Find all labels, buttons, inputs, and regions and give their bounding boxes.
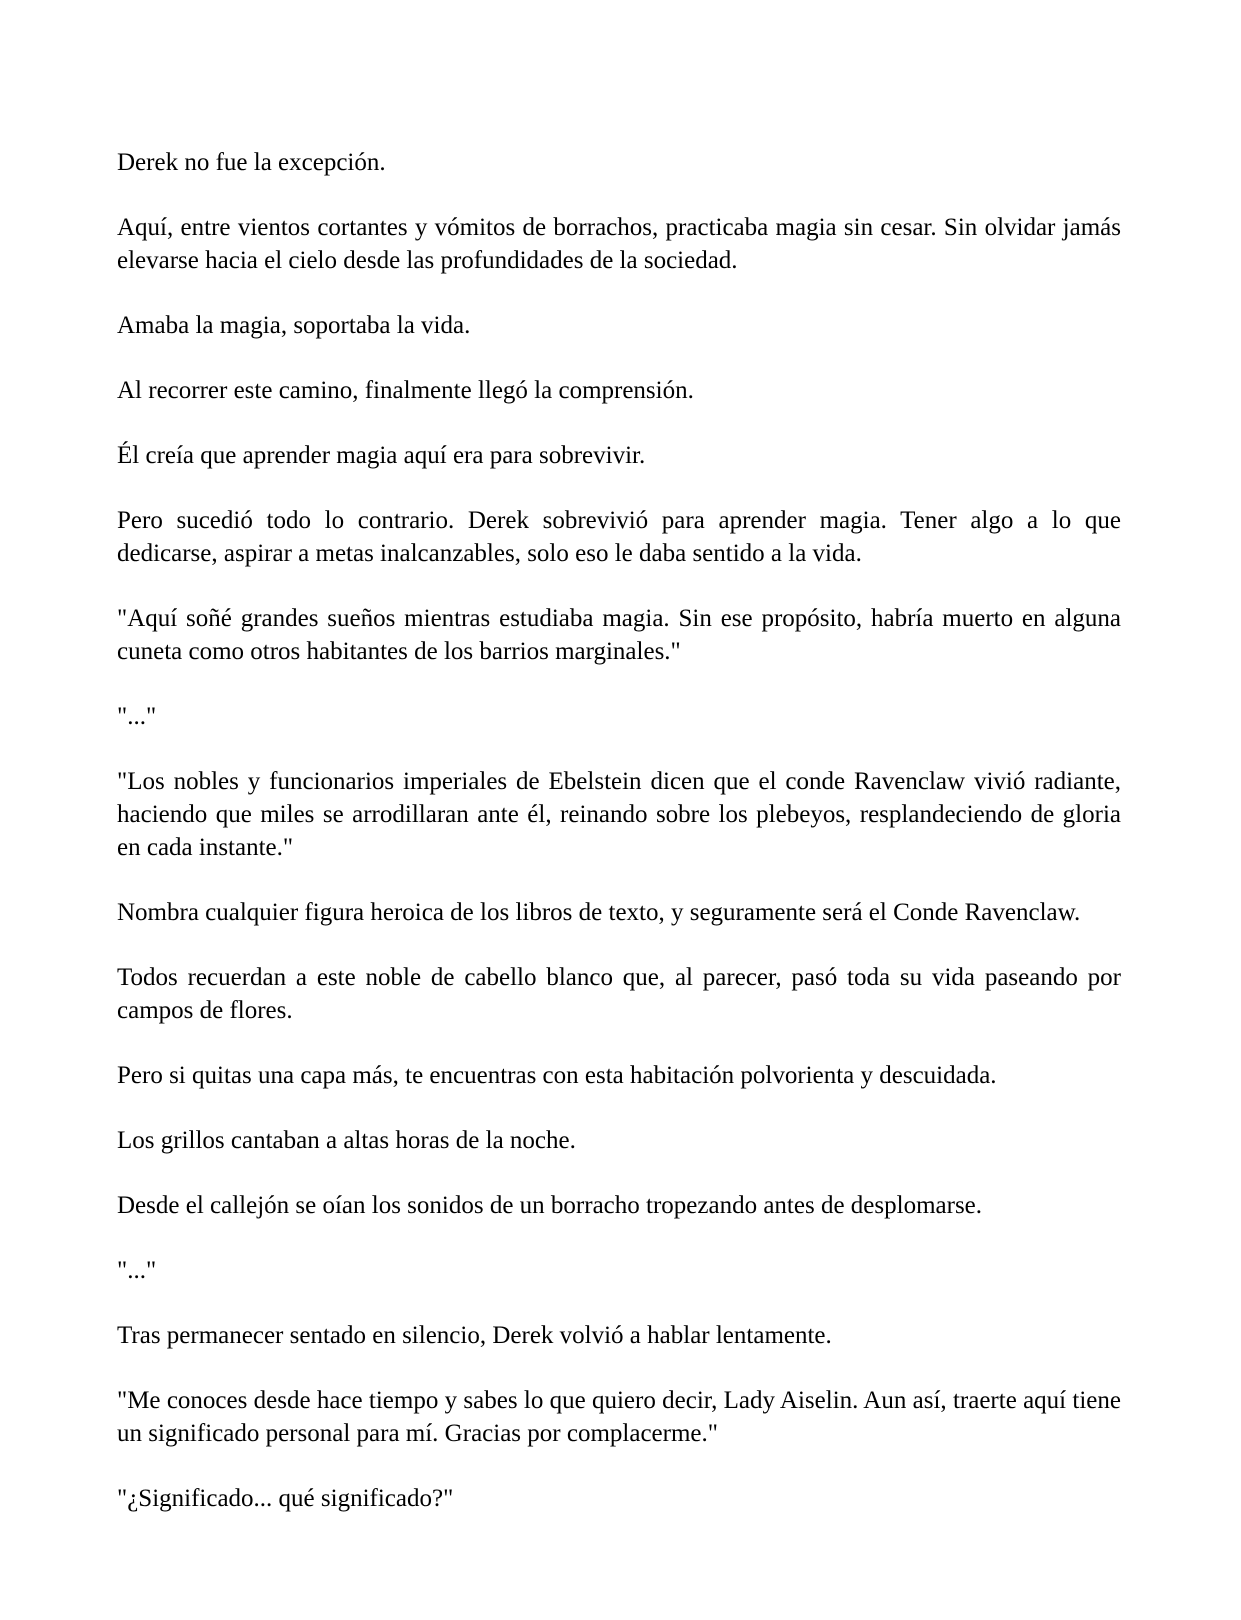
paragraph: Pero sucedió todo lo contrario. Derek sobrevivió para aprender magia. Tener algo a lo que dedicarse, aspirar a metas inalcanzables, solo eso le daba sentido a la vida. bbox=[117, 507, 1121, 567]
paragraph: "..." bbox=[117, 1257, 157, 1284]
paragraph: Amaba la magia, soportaba la vida. bbox=[117, 312, 471, 339]
paragraph: Todos recuerdan a este noble de cabello blanco que, al parecer, pasó toda su vida paseando por campos de flores. bbox=[117, 964, 1121, 1024]
paragraph: Nombra cualquier figura heroica de los libros de texto, y seguramente será el Conde Ravenclaw. bbox=[117, 899, 1081, 926]
paragraph: Los grillos cantaban a altas horas de la noche. bbox=[117, 1127, 576, 1154]
paragraph: "Aquí soñé grandes sueños mientras estudiaba magia. Sin ese propósito, habría muerto en alguna cuneta como otros habitantes de los barrios marginales." bbox=[117, 605, 1121, 665]
paragraph: Tras permanecer sentado en silencio, Derek volvió a hablar lentamente. bbox=[117, 1322, 832, 1349]
paragraph: "¿Significado... qué significado?" bbox=[117, 1485, 454, 1512]
paragraph: Aquí, entre vientos cortantes y vómitos de borrachos, practicaba magia sin cesar. Sin olvidar jamás elevarse hacia el cielo desde las profundidades de la sociedad. bbox=[117, 214, 1121, 274]
paragraph: Al recorrer este camino, finalmente llegó la comprensión. bbox=[117, 377, 694, 404]
paragraph: Pero si quitas una capa más, te encuentras con esta habitación polvorienta y descuidada. bbox=[117, 1062, 997, 1089]
paragraph: Derek no fue la excepción. bbox=[117, 149, 386, 176]
paragraph: "Los nobles y funcionarios imperiales de Ebelstein dicen que el conde Ravenclaw vivió radiante, haciendo que miles se arrodillaran ante él, reinando sobre los plebeyos, resplandeciendo de gloria en cada instante." bbox=[117, 768, 1121, 861]
paragraph: "..." bbox=[117, 703, 157, 730]
paragraph: Él creía que aprender magia aquí era para sobrevivir. bbox=[117, 442, 646, 469]
paragraph: "Me conoces desde hace tiempo y sabes lo que quiero decir, Lady Aiselin. Aun así, traerte aquí tiene un significado personal para mí. Gracias por complacerme." bbox=[117, 1387, 1121, 1447]
document-body bbox=[117, 146, 1121, 1547]
paragraph: Desde el callejón se oían los sonidos de un borracho tropezando antes de desplomarse. bbox=[117, 1192, 983, 1219]
